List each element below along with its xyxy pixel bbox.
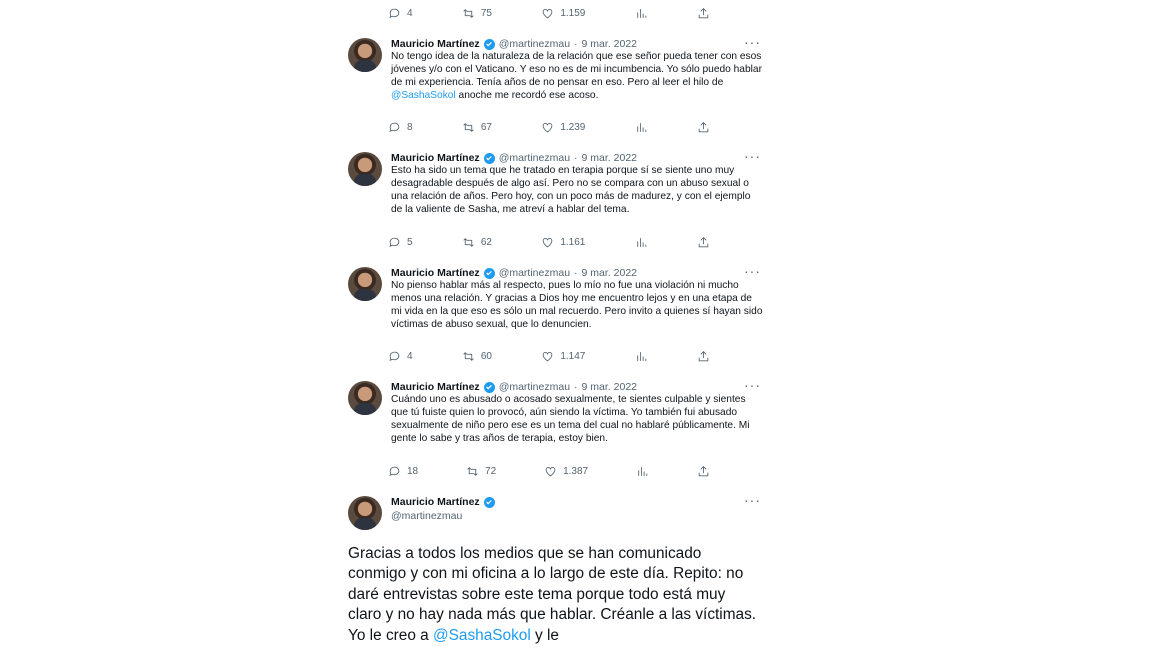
tweet-header: Mauricio Martínez @martinezmau · 9 mar. 2022: [391, 381, 637, 393]
retweet-icon: [462, 121, 475, 134]
retweet-icon: [462, 350, 475, 363]
tweet-text: No tengo idea de la naturaleza de la relación que ese señor pueda tener con esos jóvenes y/o con el Vaticano. Y eso no es de mi incumbencia. Yo sólo puedo hablar de mi experiencia. Tenía años de no pensar en eso. Pero al leer el hilo de @SashaSokol anoche me recordó ese acoso.: [391, 51, 762, 101]
share-button[interactable]: [697, 236, 710, 249]
retweet-button[interactable]: [462, 121, 492, 134]
tweet-actions: [388, 4, 710, 22]
retweet-icon: [462, 236, 475, 249]
tweet-date[interactable]: 9 mar. 2022: [581, 267, 637, 279]
share-button[interactable]: [697, 465, 710, 478]
like-button[interactable]: [541, 121, 585, 134]
mention-link[interactable]: @SashaSokol: [391, 89, 456, 101]
avatar[interactable]: [348, 496, 382, 530]
reply-count: 4: [407, 7, 413, 19]
tweet-actions: [388, 462, 710, 480]
tweet-date[interactable]: 9 mar. 2022: [581, 381, 637, 393]
like-count: 1.387: [563, 465, 589, 477]
like-button[interactable]: [541, 7, 585, 20]
heart-icon: [541, 7, 554, 20]
tweet-text: No pienso hablar más al respecto, pues lo mío no fue una violación ni mucho menos una relación. Y gracias a Dios hoy me encuentro lejos y en una etapa de mi vida en la que eso es sólo un mal recuerdo. Pero invito a quienes sí hayan sido víctimas de abuso sexual, que lo denuncien.: [391, 280, 763, 330]
share-button[interactable]: [697, 121, 710, 134]
reply-count: 4: [407, 350, 413, 362]
verified-badge-icon: [484, 39, 495, 50]
reply-icon: [388, 350, 401, 363]
like-count: 1.239: [560, 121, 586, 133]
avatar[interactable]: [348, 38, 382, 72]
reply-icon: [388, 7, 401, 20]
retweet-count: 67: [480, 121, 492, 133]
analytics-icon: [635, 7, 648, 20]
avatar[interactable]: [348, 152, 382, 186]
like-count: 1.159: [560, 7, 586, 19]
retweet-button[interactable]: [466, 465, 496, 478]
retweet-count: 60: [480, 350, 492, 362]
author-handle[interactable]: @martinezmau: [498, 38, 571, 50]
reply-icon: [388, 236, 401, 249]
tweet-header: [391, 496, 495, 508]
reply-button[interactable]: [388, 350, 413, 363]
share-button[interactable]: [697, 7, 710, 20]
share-button[interactable]: [697, 350, 710, 363]
reply-button[interactable]: [388, 7, 413, 20]
heart-icon: [541, 350, 554, 363]
like-button[interactable]: [541, 236, 585, 249]
tweet-thread: [338, 0, 770, 648]
analytics-button[interactable]: [635, 121, 648, 134]
more-options-icon[interactable]: ···: [744, 496, 761, 508]
author-name[interactable]: Mauricio Martínez: [391, 381, 480, 393]
reply-count: 5: [407, 236, 413, 248]
reply-count: 18: [407, 465, 419, 477]
author-name[interactable]: Mauricio Martínez: [391, 267, 480, 279]
reply-count: 8: [407, 121, 413, 133]
mention-link[interactable]: @SashaSokol: [433, 626, 531, 644]
tweet-header: Mauricio Martínez @martinezmau · 9 mar. 2022: [391, 38, 637, 50]
retweet-count: 75: [480, 7, 492, 19]
tweet-text: Cuándo uno es abusado o acosado sexualmente, te sientes culpable y sientes que tú fuiste quien lo provocó, aún siendo la víctima. Yo también fui abusado sexualmente de niño pero ese es un tema del cual no hablaré públicamente. Mi gente lo sabe y tras años de terapia, estoy bien.: [391, 394, 750, 444]
tweet-text: Esto ha sido un tema que he tratado en terapia porque sí se siente uno muy desagradable después de algo así. Pero no se compara con un abuso sexual o una relación de años. Pero hoy, con un poco más de madurez, y con el ejemplo de la valiente de Sasha, me atreví a hablar del tema.: [391, 165, 751, 215]
analytics-icon: [635, 236, 648, 249]
retweet-count: 62: [480, 236, 492, 248]
verified-badge-icon: [484, 382, 495, 393]
retweet-button[interactable]: [462, 350, 492, 363]
analytics-button[interactable]: [635, 236, 648, 249]
more-options-icon[interactable]: ···: [744, 377, 761, 393]
avatar[interactable]: [348, 267, 382, 301]
author-handle[interactable]: @martinezmau: [498, 152, 571, 164]
more-options-icon[interactable]: ···: [744, 34, 761, 50]
author-name[interactable]: Mauricio Martínez: [391, 152, 480, 164]
heart-icon: [541, 121, 554, 134]
main-tweet[interactable]: [338, 496, 770, 648]
retweet-button[interactable]: [462, 236, 492, 249]
author-handle[interactable]: @martinezmau: [391, 510, 463, 522]
tweet-actions: [388, 118, 710, 136]
analytics-icon: [636, 465, 649, 478]
reply-icon: [388, 465, 401, 478]
analytics-icon: [635, 350, 648, 363]
heart-icon: [544, 465, 557, 478]
retweet-button[interactable]: [462, 7, 492, 20]
like-count: 1.161: [560, 236, 586, 248]
retweet-count: 72: [485, 465, 497, 477]
more-options-icon[interactable]: ···: [744, 148, 761, 164]
reply-button[interactable]: [388, 465, 418, 478]
avatar[interactable]: [348, 381, 382, 415]
like-button[interactable]: [541, 350, 585, 363]
verified-badge-icon: [484, 268, 495, 279]
tweet-actions: [388, 233, 710, 251]
retweet-icon: [466, 465, 479, 478]
reply-icon: [388, 121, 401, 134]
share-icon: [697, 7, 710, 20]
analytics-icon: [635, 121, 648, 134]
tweet-actions: [388, 347, 710, 365]
like-count: 1.147: [560, 350, 586, 362]
tweet-text: Gracias a todos los medios que se han comunicado conmigo y con mi oficina a lo largo de este día. Repito: no daré entrevistas sobre este tema porque todo está muy claro y no hay nada más que hablar. Créanle a las víctimas. Yo le creo a @SashaSokol y le: [348, 545, 757, 644]
reply-button[interactable]: [388, 121, 413, 134]
share-icon: [697, 350, 710, 363]
like-button[interactable]: [544, 465, 588, 478]
analytics-button[interactable]: [636, 465, 649, 478]
tweet-date[interactable]: 9 mar. 2022: [581, 38, 637, 50]
author-name[interactable]: Mauricio Martínez: [391, 496, 480, 508]
tweet-header: Mauricio Martínez @martinezmau · 9 mar. 2022: [391, 267, 637, 279]
author-name[interactable]: Mauricio Martínez: [391, 38, 480, 50]
tweet-date[interactable]: 9 mar. 2022: [581, 152, 637, 164]
share-icon: [697, 465, 710, 478]
share-icon: [697, 121, 710, 134]
analytics-button[interactable]: [635, 7, 648, 20]
tweet-header: Mauricio Martínez @martinezmau · 9 mar. 2022: [391, 152, 637, 164]
author-handle[interactable]: @martinezmau: [498, 267, 571, 279]
verified-badge-icon: [484, 497, 495, 508]
more-options-icon[interactable]: ···: [744, 263, 761, 279]
retweet-icon: [462, 7, 475, 20]
author-handle[interactable]: @martinezmau: [498, 381, 571, 393]
reply-button[interactable]: [388, 236, 413, 249]
heart-icon: [541, 236, 554, 249]
verified-badge-icon: [484, 153, 495, 164]
analytics-button[interactable]: [635, 350, 648, 363]
share-icon: [697, 236, 710, 249]
